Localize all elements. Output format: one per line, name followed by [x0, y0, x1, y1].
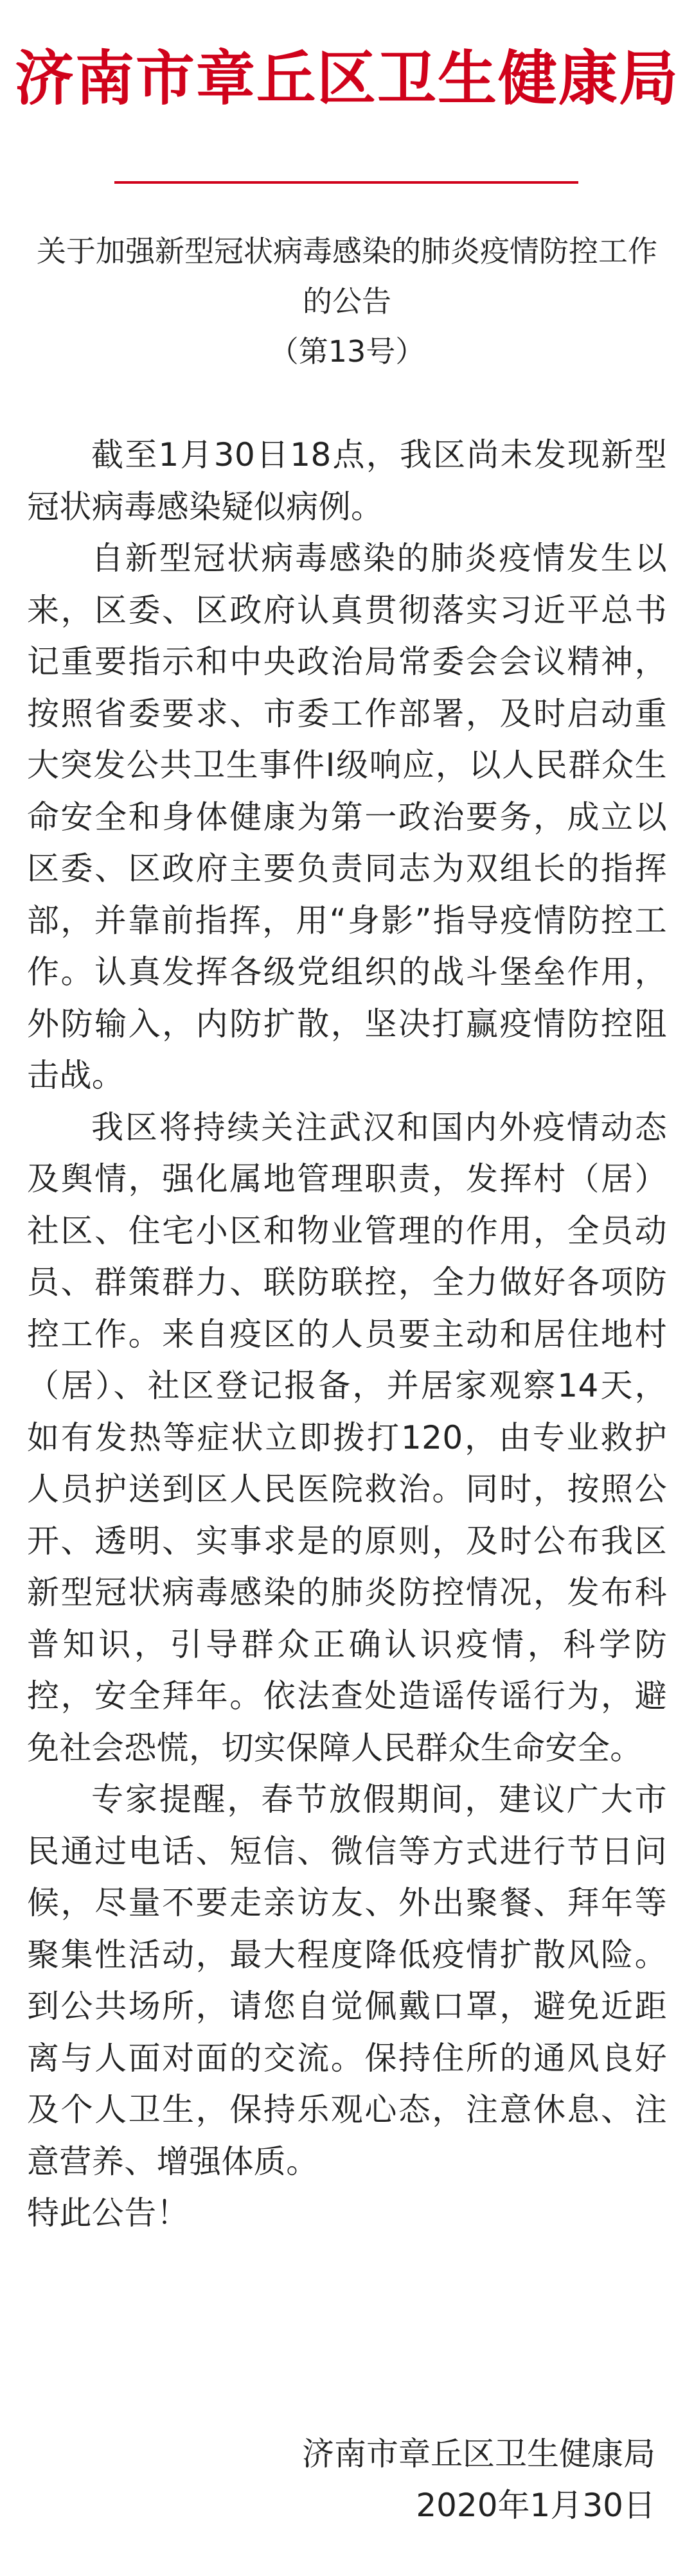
body-paragraph-status: 截至1月30日18点，我区尚未发现新型冠状病毒感染疑似病例。: [27, 436, 667, 525]
body-closing-line: 特此公告！: [27, 2194, 189, 2232]
notice-number: （第13号）: [269, 334, 425, 369]
signature-block: [302, 2428, 655, 2531]
body-paragraph-response: 自新型冠状病毒感染的肺炎疫情发生以来，区委、区政府认真贯彻落实习近平总书记重要指示和中央政治局常委会会议精神，按照省委要求、市委工作部署，及时启动重大突发公共卫生事件Ⅰ级响应，以人民群众生命安全和身体健康为第一政治要务，成立以区委、区政府主要负责同志为双组长的指挥部，并靠前指挥，用“身影”指导疫情防控工作。认真发挥各级党组织的战斗堡垒作用，外防输入，内防扩散，坚决打赢疫情防控阻击战。: [27, 540, 667, 1094]
signature-organization: 济南市章丘区卫生健康局: [302, 2435, 655, 2473]
body-paragraph-measures: 我区将持续关注武汉和国内外疫情动态及舆情，强化属地管理职责，发挥村（居）社区、住宅小区和物业管理的作用，全员动员、群策群力、联防联控，全力做好各项防控工作。来自疫区的人员要主动和居住地村（居）、社区登记报备，并居家观察14天，如有发热等症状立即拨打120，由专业救护人员护送到区人民医院救治。同时，按照公开、透明、实事求是的原则，及时公布我区新型冠状病毒感染的肺炎防控情况，发布科普知识，引导群众正确认识疫情，科学防控，安全拜年。依法查处造谣传谣行为，避免社会恐慌，切实保障人民群众生命安全。: [27, 1108, 667, 1767]
notice-body: [27, 429, 667, 2239]
signature-date: 2020年1月30日: [416, 2487, 655, 2524]
notice-title: 关于加强新型冠状病毒感染的肺炎疫情防控工作的公告: [37, 234, 657, 319]
header-divider-line: [114, 181, 578, 184]
body-paragraph-expert-advice: 专家提醒，春节放假期间，建议广大市民通过电话、短信、微信等方式进行节日问候，尽量不要走亲访友、外出聚餐、拜年等聚集性活动，最大程度降低疫情扩散风险。到公共场所，请您自觉佩戴口罩，避免近距离与人面对面的交流。保持住所的通风良好及个人卫生，保持乐观心态，注意休息、注意营养、增强体质。: [27, 1781, 667, 2180]
issuing-organization-header: 济南市章丘区卫生健康局: [14, 44, 679, 113]
